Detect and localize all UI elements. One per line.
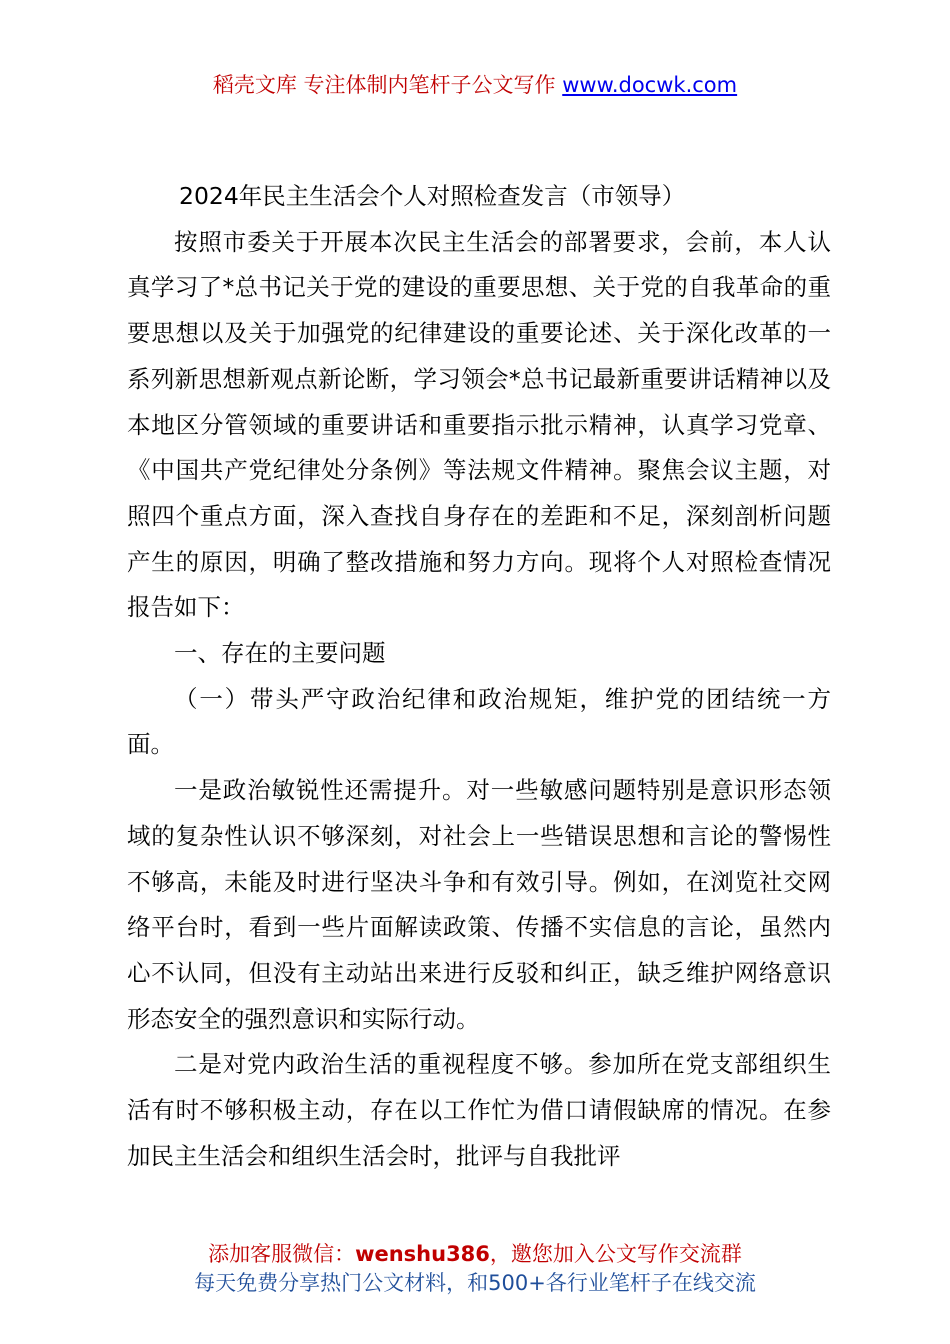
paragraph-point-one: 一是政治敏锐性还需提升。对一些敏感问题特别是意识形态领域的复杂性认识不够深刻，对社会上一些错误思想和言论的警惕性不够高，未能及时进行坚决斗争和有效引导。例如，在浏览社交网络平台时，看到一些片面解读政策、传播不实信息的言论，虽然内心不认同，但没有主动站出来进行反驳和纠正，缺乏维护网络意识形态安全的强烈意识和实际行动。 bbox=[127, 776, 831, 1033]
footer-wechat-prefix: 添加客服微信： bbox=[208, 1242, 356, 1266]
paragraph-intro: 按照市委关于开展本次民主生活会的部署要求，会前，本人认真学习了*总书记关于党的建设的重要思想、关于党的自我革命的重要思想以及关于加强党的纪律建设的重要论述、关于深化改革的一系列新思想新观点新论断，学习领会*总书记最新重要讲话精神以及本地区分管领域的重要讲话和重要指示批示精神，认真学习党章、《中国共产党纪律处分条例》等法规文件精神。聚焦会议主题，对照四个重点方面，深入查找自身存在的差距和不足，深刻剖析问题产生的原因，明确了整改措施和努力方向。现将个人对照检查情况报告如下： bbox=[127, 227, 831, 622]
paragraph-point-two: 二是对党内政治生活的重视程度不够。参加所在党支部组织生活有时不够积极主动，存在以工作忙为借口请假缺席的情况。在参加民主生活会和组织生活会时，批评与自我批评 bbox=[127, 1050, 831, 1170]
page-footer bbox=[0, 1240, 950, 1298]
page-header bbox=[0, 70, 950, 100]
section-heading: 一、存在的主要问题 bbox=[174, 639, 386, 668]
site-slogan: 稻壳文库 专注体制内笔杆子公文写作 bbox=[212, 73, 563, 97]
document-title: 2024年民主生活会个人对照检查发言（市领导） bbox=[179, 182, 686, 210]
subsection-heading: （一）带头严守政治纪律和政治规矩，维护党的团结统一方面。 bbox=[127, 684, 831, 759]
footer-wechat-suffix: ，邀您加入公文写作交流群 bbox=[489, 1242, 742, 1266]
site-url-link[interactable]: www.docwk.com bbox=[562, 73, 738, 97]
footer-wechat-line bbox=[0, 1240, 950, 1269]
footer-wechat-id: wenshu386 bbox=[355, 1242, 490, 1266]
footer-share-line: 每天免费分享热门公文材料，和500+各行业笔杆子在线交流 bbox=[194, 1271, 756, 1295]
document-body bbox=[127, 174, 831, 1179]
